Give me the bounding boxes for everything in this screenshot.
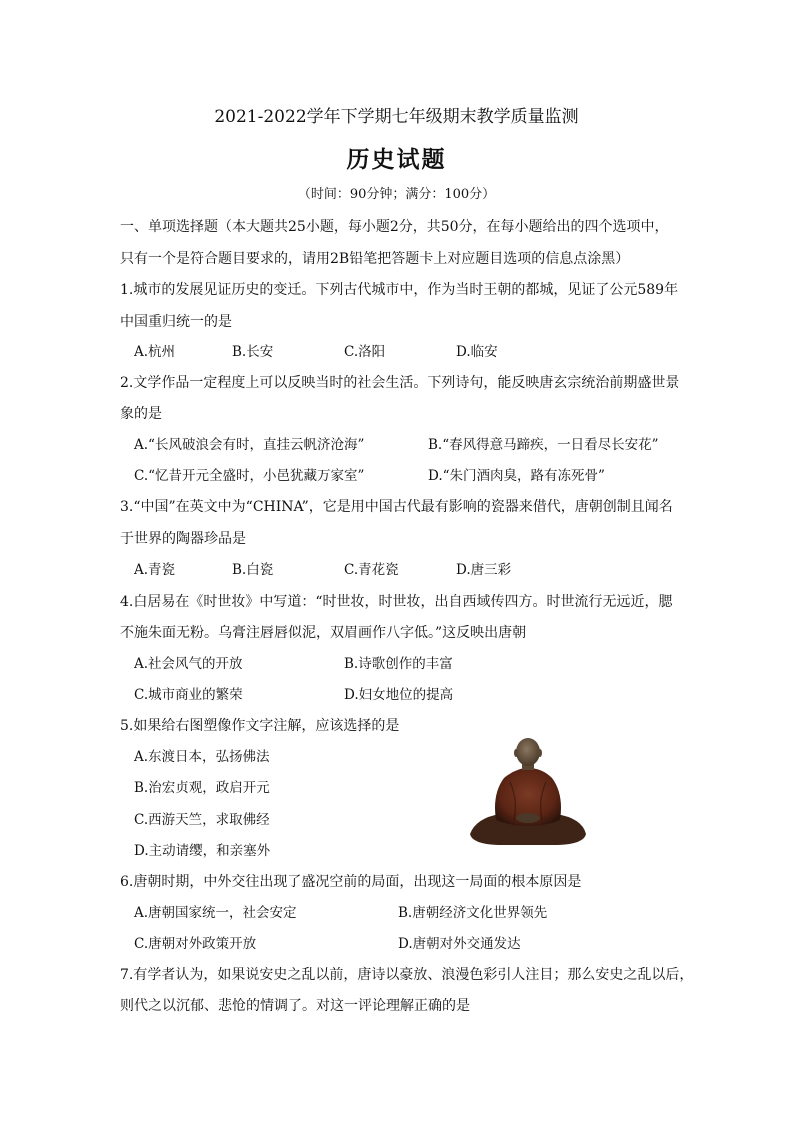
question-5-option-c: C.西游天竺，求取佛经 — [134, 812, 270, 828]
question-4-option-c: C.城市商业的繁荣 — [134, 687, 243, 703]
question-3-option-c: C.青花瓷 — [344, 562, 399, 578]
question-7-line-1: 7.有学者认为，如果说安史之乱以前，唐诗以豪放、浪漫色彩引人注目；那么安史之乱以后， — [120, 967, 694, 983]
question-4-option-d: D.妇女地位的提高 — [344, 687, 454, 703]
question-6-option-c: C.唐朝对外政策开放 — [134, 936, 257, 952]
question-6-option-d: D.唐朝对外交通发达 — [398, 936, 521, 952]
question-2-line-1: 2.文学作品一定程度上可以反映当时的社会生活。下列诗句，能反映唐玄宗统治前期盛世景 — [120, 375, 680, 391]
question-1-option-c: C.洛阳 — [344, 344, 386, 360]
question-1-line-1: 1.城市的发展见证历史的变迁。下列古代城市中，作为当时王朝的都城，见证了公元589年 — [120, 282, 679, 298]
question-3-option-a: A.青瓷 — [134, 562, 176, 578]
question-5-line-1: 5.如果给右图塑像作文字注解，应该选择的是 — [120, 718, 400, 734]
question-2-option-b: B.“春风得意马蹄疾，一日看尽长安花” — [428, 437, 659, 453]
time-info: （时间：90分钟；满分：100分） — [297, 187, 496, 202]
exam-title: 2021-2022学年下学期七年级期末教学质量监测 — [214, 107, 579, 127]
question-4-line-2: 不施朱面无粉。乌膏注唇唇似泥，双眉画作八字低。”这反映出唐朝 — [120, 625, 527, 641]
question-2-line-2: 象的是 — [120, 406, 162, 422]
question-4-option-b: B.诗歌创作的丰富 — [344, 656, 453, 672]
question-6-option-a: A.唐朝国家统一，社会安定 — [134, 905, 297, 921]
question-3-line-2: 于世界的陶器珍品是 — [120, 531, 246, 547]
question-1-option-a: A.杭州 — [134, 344, 176, 360]
question-2-option-d: D.“朱门酒肉臭，路有冻死骨” — [428, 468, 605, 484]
question-5-option-a: A.东渡日本，弘扬佛法 — [134, 749, 270, 765]
section-instructions-line-2: 只有一个是符合题目要求的，请用2B铅笔把答题卡上对应题目选项的信息点涂黑） — [120, 251, 630, 267]
question-5-option-b: B.治宏贞观，政启开元 — [134, 780, 270, 796]
question-1-option-d: D.临安 — [456, 344, 498, 360]
question-3-line-1: 3.“中国”在英文中为“CHINA”，它是用中国古代最有影响的瓷器来借代，唐朝创制且闻名 — [120, 499, 673, 515]
question-3-option-b: B.白瓷 — [232, 562, 274, 578]
question-1-line-2: 中国重归统一的是 — [120, 314, 232, 330]
question-6-option-b: B.唐朝经济文化世界领先 — [398, 905, 548, 921]
question-7-line-2: 则代之以沉郁、悲怆的情调了。对这一评论理解正确的是 — [120, 998, 470, 1014]
seated-monk-statue-image — [466, 734, 590, 848]
question-3-option-d: D.唐三彩 — [456, 562, 512, 578]
section-instructions-line-1: 一、单项选择题（本大题共25小题，每小题2分，共50分，在每小题给出的四个选项中， — [120, 219, 669, 235]
question-4-line-1: 4.白居易在《时世妆》中写道：“时世妆，时世妆，出自西域传四方。时世流行无远近，腮 — [120, 594, 673, 610]
question-5-option-d: D.主动请缨，和亲塞外 — [134, 843, 271, 859]
question-6-line-1: 6.唐朝时期，中外交往出现了盛况空前的局面，出现这一局面的根本原因是 — [120, 874, 582, 890]
question-2-option-a: A.“长风破浪会有时，直挂云帆济沧海” — [134, 437, 365, 453]
question-2-option-c: C.“忆昔开元全盛时，小邑犹藏万家室” — [134, 468, 365, 484]
subject-title: 历史试题 — [346, 146, 447, 173]
question-4-option-a: A.社会风气的开放 — [134, 656, 243, 672]
question-1-option-b: B.长安 — [232, 344, 274, 360]
